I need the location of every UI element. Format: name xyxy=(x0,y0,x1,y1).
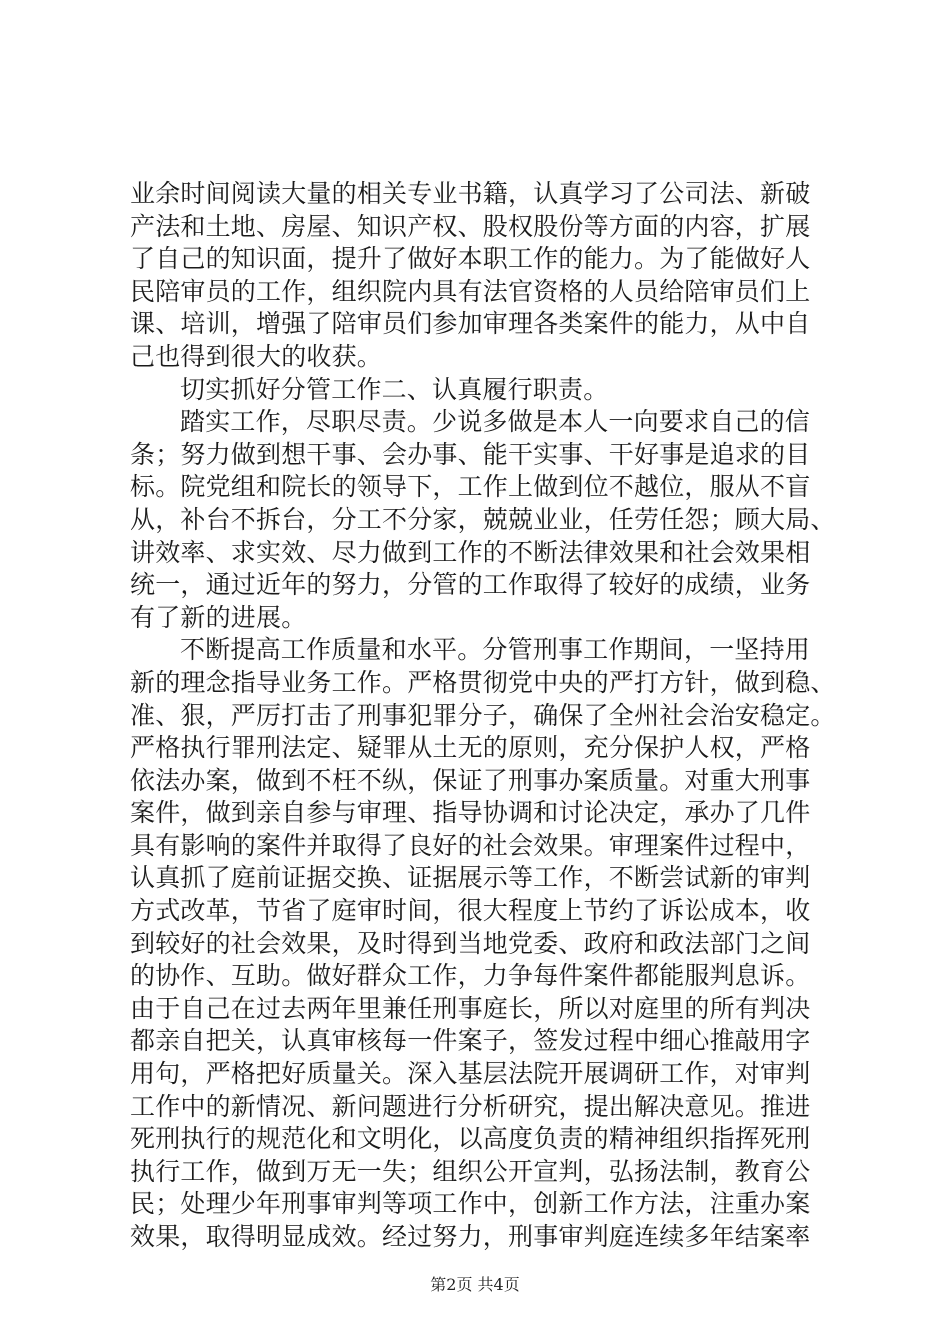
text-line: 用句，严格把好质量关。深入基层法院开展调研工作，对审判 xyxy=(130,1059,811,1089)
text-line: 课、培训，增强了陪审员们参加审理各类案件的能力，从中自 xyxy=(130,309,811,339)
text-line: 具有影响的案件并取得了良好的社会效果。审理案件过程中， xyxy=(130,830,811,860)
text-line: 依法办案，做到不枉不纵，保证了刑事办案质量。对重大刑事 xyxy=(130,765,811,795)
text-line: 产法和土地、房屋、知识产权、股权股份等方面的内容，扩展 xyxy=(130,211,811,241)
text-line: 认真抓了庭前证据交换、证据展示等工作，不断尝试新的审判 xyxy=(130,863,811,893)
text-line: 讲效率、求实效、尽力做到工作的不断法律效果和社会效果相 xyxy=(130,537,811,567)
text-line: 条；努力做到想干事、会办事、能干实事、干好事是追求的目 xyxy=(130,439,811,469)
paragraph-start-line: 切实抓好分管工作二、认真履行职责。 xyxy=(180,374,609,404)
text-line: 标。院党组和院长的领导下，工作上做到位不越位，服从不盲 xyxy=(130,472,811,502)
paragraph-start-line: 不断提高工作质量和水平。分管刑事工作期间，一坚持用 xyxy=(180,635,811,665)
document-body xyxy=(130,178,842,1254)
text-line: 的协作、互助。做好群众工作，力争每件案件都能服判息诉。 xyxy=(130,961,811,991)
text-line: 死刑执行的规范化和文明化，以高度负责的精神组织指挥死刑 xyxy=(130,1124,811,1154)
page-footer: 第2页 共4页 xyxy=(430,1275,520,1294)
text-line: 案件，做到亲自参与审理、指导协调和讨论决定，承办了几件 xyxy=(130,798,811,828)
text-line: 从，补台不拆台，分工不分家，兢兢业业，任劳任怨；顾大局、 xyxy=(130,504,836,534)
text-line: 方式改革，节省了庭审时间，很大程度上节约了诉讼成本，收 xyxy=(130,896,811,926)
text-line: 己也得到很大的收获。 xyxy=(130,341,383,371)
text-line: 民；处理少年刑事审判等项工作中，创新工作方法，注重办案 xyxy=(130,1189,811,1219)
text-line: 由于自己在过去两年里兼任刑事庭长，所以对庭里的所有判决 xyxy=(130,993,811,1023)
text-line: 统一，通过近年的努力，分管的工作取得了较好的成绩，业务 xyxy=(130,570,811,600)
text-line: 准、狠，严厉打击了刑事犯罪分子，确保了全州社会治安稳定。 xyxy=(130,700,836,730)
text-line: 效果，取得明显成效。经过努力，刑事审判庭连续多年结案率 xyxy=(130,1222,811,1251)
text-line: 执行工作，做到万无一失；组织公开宣判，弘扬法制，教育公 xyxy=(130,1156,811,1186)
text-line: 严格执行罪刑法定、疑罪从土无的原则，充分保护人权，严格 xyxy=(130,733,811,763)
text-line: 新的理念指导业务工作。严格贯彻党中央的严打方针，做到稳、 xyxy=(130,667,836,697)
text-line: 到较好的社会效果，及时得到当地党委、政府和政法部门之间 xyxy=(130,928,811,958)
text-line: 都亲自把关，认真审核每一件案子，签发过程中细心推敲用字 xyxy=(130,1026,811,1056)
text-line: 民陪审员的工作，组织院内具有法官资格的人员给陪审员们上 xyxy=(130,276,811,306)
text-line: 工作中的新情况、新问题进行分析研究，提出解决意见。推进 xyxy=(130,1091,811,1121)
text-line: 业余时间阅读大量的相关专业书籍，认真学习了公司法、新破 xyxy=(130,179,811,208)
text-line: 了自己的知识面，提升了做好本职工作的能力。为了能做好人 xyxy=(130,244,811,274)
text-line: 有了新的进展。 xyxy=(130,602,307,632)
paragraph-start-line: 踏实工作，尽职尽责。少说多做是本人一向要求自己的信 xyxy=(180,407,811,437)
